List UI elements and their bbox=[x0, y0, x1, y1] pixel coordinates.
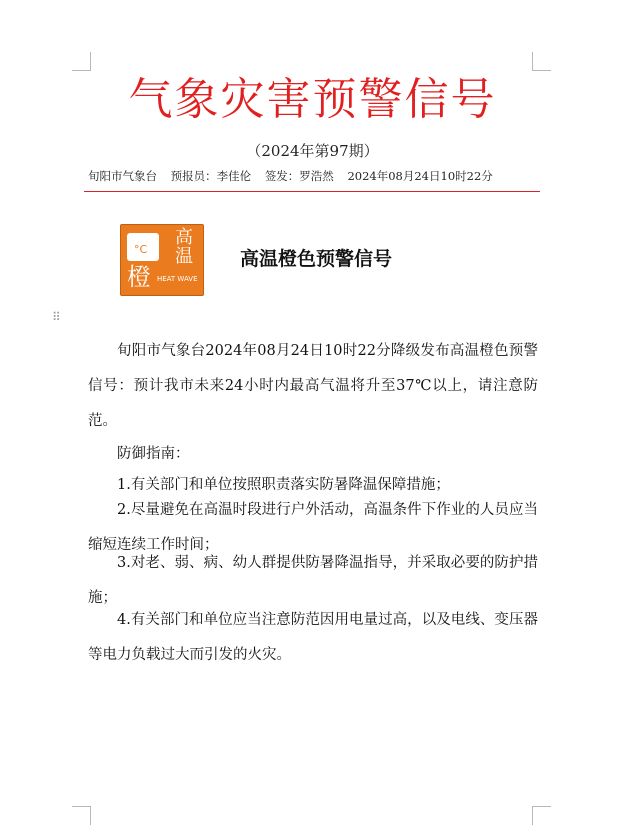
icon-char-gao: 高 bbox=[175, 227, 193, 248]
issuer: 旬阳市气象台 bbox=[88, 169, 157, 183]
reporter: 预报员：李佳伦 bbox=[170, 169, 252, 183]
issue-number: （2024年第97期） bbox=[246, 142, 379, 160]
guide-heading: 防御指南： bbox=[117, 446, 190, 462]
crop-mark-top-left bbox=[72, 52, 91, 71]
guide-item: 1.有关部门和单位按照职责落实防暑降温保障措施； bbox=[117, 477, 450, 493]
heat-wave-label: HEAT WAVE bbox=[157, 275, 198, 283]
document-title: 气象灾害预警信号 bbox=[128, 74, 497, 125]
body-paragraph: 旬阳市气象台2024年08月24日10时22分降级发布高温橙色预警信号：预计我市未来24小时内最高气温将升至37℃以上，请注意防范。 bbox=[88, 343, 538, 429]
guide-item: 4.有关部门和单位应当注意防范因用电量过高，以及电线、变压器等电力负载过大而引发的火灾。 bbox=[88, 612, 538, 663]
heat-wave-orange-warning-icon bbox=[120, 224, 204, 296]
crop-mark-bottom-right bbox=[532, 806, 551, 825]
signal-name: 高温橙色预警信号 bbox=[240, 248, 393, 270]
icon-char-wen: 温 bbox=[175, 246, 193, 267]
drag-handle-icon[interactable]: ⠿ bbox=[52, 310, 61, 324]
crop-mark-top-right bbox=[532, 52, 551, 71]
degree-label: °C bbox=[134, 243, 148, 256]
guide-item: 3.对老、弱、病、幼人群提供防暑降温指导，并采取必要的防护措施； bbox=[88, 555, 538, 606]
guide-item: 2.尽量避免在高温时段进行户外活动，高温条件下作业的人员应当缩短连续工作时间； bbox=[88, 502, 538, 553]
crop-mark-bottom-left bbox=[72, 806, 91, 825]
document-meta bbox=[88, 168, 538, 184]
issue-datetime: 2024年08月24日10时22分 bbox=[347, 169, 493, 183]
signer: 签发：罗浩然 bbox=[264, 169, 334, 183]
orange-level-char: 橙 bbox=[127, 263, 151, 291]
red-divider bbox=[84, 191, 540, 192]
